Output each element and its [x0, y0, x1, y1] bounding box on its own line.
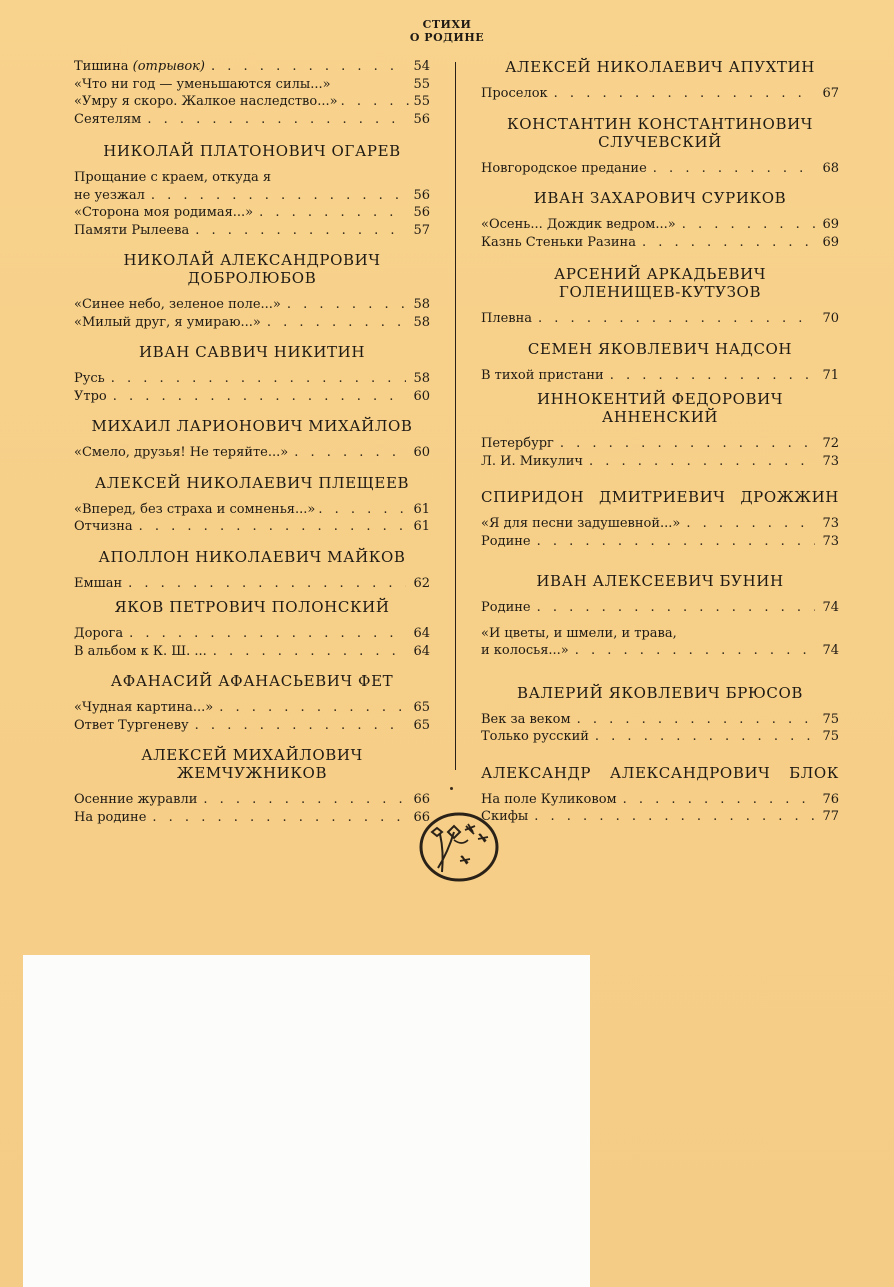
author-name-line: НИКОЛАЙ АЛЕКСАНДРОВИЧ	[123, 251, 381, 269]
page-number: 56	[413, 187, 430, 203]
page-number: 75	[822, 711, 839, 727]
toc-entry[interactable]	[74, 187, 430, 205]
page-number: 65	[413, 717, 430, 733]
author-heading: СЕМЕН ЯКОВЛЕВИЧ НАДСОН	[527, 339, 793, 358]
dot-leader	[111, 370, 406, 388]
entry-title: Отчизна	[74, 519, 133, 534]
toc-entry[interactable]	[481, 216, 839, 234]
author-heading: МИХАИЛ ЛАРИОНОВИЧ МИХАЙЛОВ	[91, 417, 413, 435]
page-number: 61	[413, 501, 430, 517]
author-heading	[481, 390, 839, 426]
toc-entry[interactable]	[481, 85, 839, 103]
toc-entry[interactable]	[481, 515, 839, 533]
toc-entry[interactable]	[74, 93, 430, 111]
entry-title: «Осень... Дождик ведром...»	[481, 217, 676, 232]
page-number: 55	[413, 94, 430, 109]
page-number: 77	[822, 809, 839, 824]
entry-title: Только русский	[481, 729, 589, 744]
page-number: 72	[822, 436, 839, 451]
author-heading	[481, 115, 839, 151]
entry-title: Емшан	[74, 575, 123, 591]
dot-leader	[219, 699, 406, 717]
page-number: 60	[413, 388, 430, 404]
toc-entry[interactable]	[74, 76, 430, 94]
entry-title: На родине	[74, 809, 147, 825]
page-number: 64	[413, 626, 430, 641]
author-heading	[74, 746, 430, 782]
toc-entry[interactable]	[74, 388, 430, 406]
dot-leader	[610, 367, 815, 385]
page-number: 73	[822, 516, 839, 531]
entry-title: Родине	[481, 600, 531, 615]
page-number: 73	[822, 533, 839, 549]
toc-entry[interactable]	[481, 599, 839, 617]
entry-title: «Сторона моя родимая...»	[74, 205, 254, 220]
toc-entry[interactable]	[481, 728, 839, 746]
dot-leader	[147, 111, 406, 129]
dot-leader	[152, 809, 406, 827]
author-heading	[74, 251, 430, 287]
page-number: 56	[413, 111, 430, 127]
dot-leader	[575, 642, 815, 660]
page-number: 69	[822, 217, 839, 232]
page-number: 55	[413, 76, 430, 92]
header-line-2: О РОДИНЕ	[409, 31, 485, 44]
page-number: 68	[822, 160, 839, 176]
toc-entry[interactable]	[481, 533, 839, 551]
author-name-line: АННЕНСКИЙ	[601, 408, 719, 426]
entry-title: В альбом к К. Ш. ...	[74, 643, 207, 659]
toc-entry[interactable]	[74, 625, 430, 643]
print-speck	[450, 787, 453, 790]
toc-entry[interactable]	[74, 791, 430, 809]
entry-title: «Вперед, без страха и сомненья...»	[74, 501, 316, 517]
dot-leader	[537, 533, 815, 551]
entry-title: «Что ни год — уменьшаются силы...»	[74, 76, 331, 92]
entry-title: На поле Куликовом	[481, 791, 617, 807]
author-name-line: КОНСТАНТИН КОНСТАНТИНОВИЧ	[507, 114, 813, 133]
dot-leader	[653, 160, 815, 178]
author-name-line: ГОЛЕНИЩЕВ-КУТУЗОВ	[558, 283, 762, 301]
entry-title-line[interactable]: Прощание с краем, откуда я	[74, 170, 272, 185]
toc-entry[interactable]	[74, 314, 430, 332]
author-heading: СПИРИДОН ДМИТРИЕВИЧ ДРОЖЖИН	[481, 488, 839, 506]
toc-entry[interactable]	[481, 711, 839, 729]
entry-title: «Смело, друзья! Не теряйте...»	[74, 445, 289, 460]
dot-leader	[211, 58, 406, 76]
entry-title: Ответ Тургеневу	[74, 717, 189, 733]
toc-entry[interactable]	[74, 699, 430, 717]
section-header	[0, 18, 894, 44]
page-number: 74	[822, 600, 839, 615]
dot-leader	[195, 717, 406, 735]
page-number: 57	[413, 222, 430, 238]
dot-leader	[623, 791, 815, 809]
entry-title: Петербург	[481, 436, 554, 451]
entry-title: Казнь Стеньки Разина	[481, 234, 636, 250]
author-heading: ВАЛЕРИЙ ЯКОВЛЕВИЧ БРЮСОВ	[516, 683, 804, 702]
dot-leader	[589, 453, 815, 471]
toc-entry[interactable]	[74, 809, 430, 827]
page-number: 61	[413, 519, 430, 534]
author-heading: АФАНАСИЙ АФАНАСЬЕВИЧ ФЕТ	[110, 672, 394, 690]
dot-leader	[287, 296, 406, 314]
entry-title: В тихой пристани	[481, 367, 604, 383]
author-heading: ИВАН АЛЕКСЕЕВИЧ БУНИН	[536, 572, 784, 590]
entry-title: Осенние журавли	[74, 792, 198, 807]
author-heading: АЛЕКСЕЙ НИКОЛАЕВИЧ АПУХТИН	[505, 58, 815, 76]
toc-left-column	[74, 58, 430, 826]
toc-entry[interactable]	[481, 435, 839, 453]
entry-title: Русь	[74, 371, 105, 386]
author-heading: АПОЛЛОН НИКОЛАЕВИЧ МАЙКОВ	[98, 547, 406, 566]
toc-entry[interactable]	[74, 296, 430, 314]
dot-leader	[129, 625, 406, 643]
toc-entry[interactable]	[481, 791, 839, 809]
toc-entry[interactable]	[481, 160, 839, 178]
entry-title: «Я для песни задушевной...»	[481, 516, 681, 531]
dot-leader	[128, 575, 406, 593]
dot-leader	[259, 204, 406, 222]
toc-entry[interactable]	[481, 453, 839, 471]
toc-entry[interactable]	[481, 808, 839, 826]
entry-title: Сеятелям	[74, 111, 142, 127]
page-number: 64	[413, 643, 430, 659]
dot-leader	[682, 216, 815, 234]
dot-leader	[642, 234, 815, 252]
page-number: 73	[822, 453, 839, 469]
entry-title: и колосья...»	[481, 643, 569, 658]
entry-title: «Синее небо, зеленое поле...»	[74, 297, 281, 312]
page-number: 56	[413, 205, 430, 220]
header-line-1: СТИХИ	[422, 18, 472, 31]
entry-title: Утро	[74, 388, 107, 404]
dot-leader	[318, 501, 409, 519]
author-heading: ИВАН САВВИЧ НИКИТИН	[138, 343, 366, 361]
dot-leader	[294, 444, 406, 462]
page-number: 58	[413, 314, 430, 330]
toc-entry[interactable]	[74, 518, 430, 536]
entry-title: Родине	[481, 533, 531, 549]
entry-title: «Милый друг, я умираю...»	[74, 314, 261, 330]
dot-leader	[195, 222, 406, 240]
entry-title-line[interactable]: «И цветы, и шмели, и трава,	[481, 625, 677, 641]
author-name-line: ЖЕМЧУЖНИКОВ	[176, 764, 328, 782]
author-heading: АЛЕКСАНДР АЛЕКСАНДРОВИЧ БЛОК	[481, 763, 839, 782]
entry-title: Тишина	[74, 59, 133, 74]
dot-leader	[534, 808, 815, 826]
toc-entry[interactable]	[74, 111, 430, 129]
dot-leader	[686, 515, 815, 533]
toc-entry[interactable]	[74, 58, 430, 76]
dot-leader	[267, 314, 406, 332]
page-number: 71	[822, 367, 839, 383]
page-number: 58	[413, 371, 430, 386]
entry-title: Л. И. Микулич	[481, 453, 583, 469]
dot-leader	[341, 93, 409, 111]
author-heading	[481, 265, 839, 301]
entry-title: «Чудная картина...»	[74, 700, 214, 715]
entry-title: Новгородское предание	[481, 160, 647, 176]
author-name-line: АРСЕНИЙ АРКАДЬЕВИЧ	[553, 265, 767, 283]
entry-title: Дорога	[74, 626, 124, 641]
toc-entry[interactable]	[74, 643, 430, 661]
page-number: 65	[413, 700, 430, 715]
toc-entry[interactable]	[74, 370, 430, 388]
author-name-line: ИННОКЕНТИЙ ФЕДОРОВИЧ	[536, 390, 784, 408]
entry-title: Проселок	[481, 86, 548, 101]
author-heading: ЯКОВ ПЕТРОВИЧ ПОЛОНСКИЙ	[114, 598, 390, 616]
dot-leader	[213, 643, 406, 661]
entry-title: не уезжал	[74, 187, 145, 203]
toc-entry[interactable]	[481, 642, 839, 660]
toc-right-column	[481, 58, 839, 826]
toc-entry[interactable]	[74, 222, 430, 240]
toc-entry[interactable]	[74, 501, 430, 519]
toc-entry[interactable]	[481, 310, 839, 328]
author-name-line: АЛЕКСЕЙ МИХАЙЛОВИЧ	[141, 746, 363, 764]
dot-leader	[538, 310, 815, 328]
page-number: 66	[413, 792, 430, 807]
author-heading: АЛЕКСЕЙ НИКОЛАЕВИЧ ПЛЕЩЕЕВ	[94, 473, 410, 492]
author-name-line: СЛУЧЕВСКИЙ	[598, 132, 722, 151]
toc-entry[interactable]	[481, 234, 839, 252]
page-number: 75	[822, 729, 839, 744]
page-number: 66	[413, 809, 430, 825]
entry-title: Плевна	[481, 311, 533, 326]
toc-entry[interactable]	[74, 444, 430, 462]
author-heading: ИВАН ЗАХАРОВИЧ СУРИКОВ	[533, 189, 787, 207]
entry-title: Скифы	[481, 809, 529, 824]
dot-leader	[537, 599, 815, 617]
toc-entry[interactable]	[74, 575, 430, 593]
dot-leader	[113, 388, 406, 406]
entry-title: «Умру я скоро. Жалкое наследство...»	[74, 94, 338, 109]
toc-entry[interactable]	[74, 717, 430, 735]
page-number: 62	[413, 575, 430, 591]
page-number: 67	[822, 86, 839, 101]
toc-entry[interactable]	[74, 204, 430, 222]
page-number: 54	[413, 59, 430, 74]
author-heading: НИКОЛАЙ ПЛАТОНОВИЧ ОГАРЕВ	[103, 142, 401, 160]
dot-leader	[139, 518, 406, 536]
dot-leader	[560, 435, 815, 453]
toc-entry[interactable]	[481, 367, 839, 385]
dot-leader	[151, 187, 406, 205]
dot-leader	[577, 711, 815, 729]
dot-leader	[595, 728, 815, 746]
dot-leader	[203, 791, 406, 809]
page-number: 58	[413, 297, 430, 312]
page-number: 70	[822, 311, 839, 326]
publisher-emblem-icon	[418, 812, 500, 882]
entry-title: Век за веком	[481, 711, 571, 727]
dot-leader	[554, 85, 815, 103]
page-number: 76	[822, 791, 839, 807]
blank-overlay-sheet	[23, 955, 590, 1287]
entry-title-italic: (отрывок)	[132, 59, 206, 74]
column-divider	[455, 62, 456, 770]
page-number: 69	[822, 234, 839, 250]
page-number: 60	[413, 445, 430, 460]
entry-title: Памяти Рылеева	[74, 222, 190, 238]
author-name-line: ДОБРОЛЮБОВ	[187, 269, 317, 287]
page-number: 74	[822, 643, 839, 658]
